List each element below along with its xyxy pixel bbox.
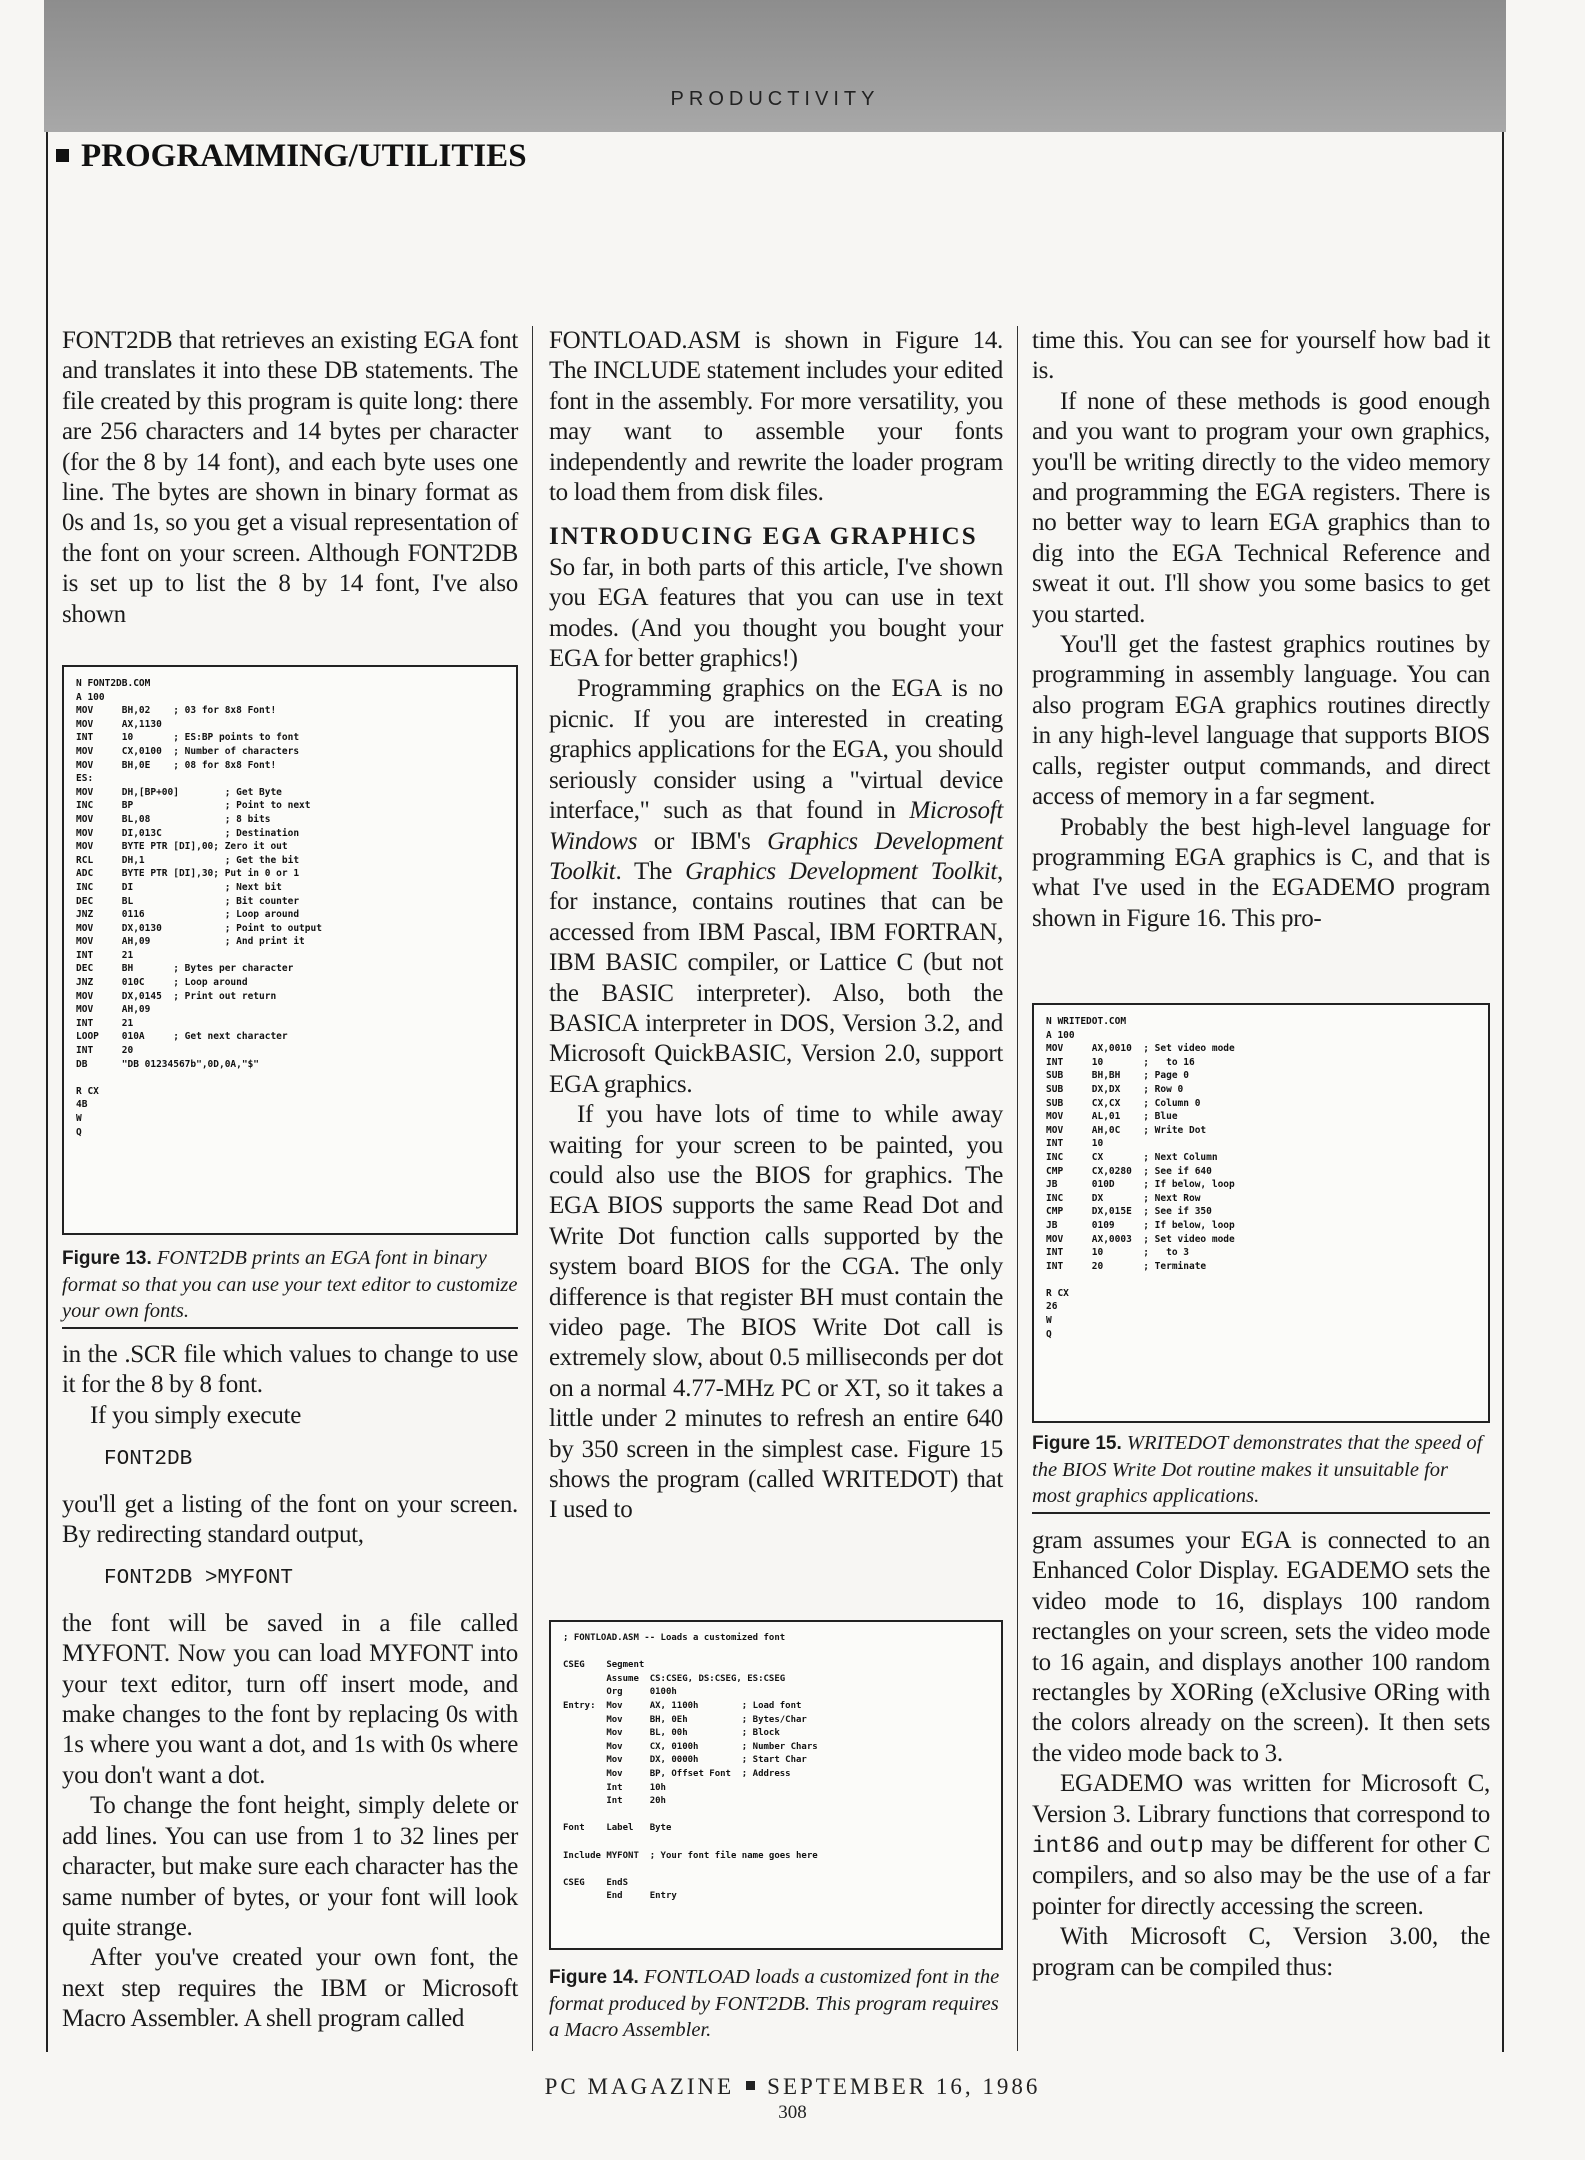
- paragraph: you'll get a listing of the font on your screen. By redirecting standard output,: [62, 1490, 518, 1549]
- column-divider: [532, 326, 533, 2051]
- bullet-icon: [746, 2081, 755, 2090]
- figure-label: Figure 13.: [62, 1248, 152, 1269]
- figure-13-listing: N FONT2DB.COM A 100 MOV BH,02 ; 03 for 8x8 Font! MOV AX,1130 INT 10 ; ES:BP points to font MOV CX,0100 ; Number of characters MOV BH,0E ; 08 for 8x8 Font! ES: MOV DH,[BP+00] ; Get Byte INC BP ; Point to next MOV BL,08 ; 8 bits MOV DI,013C ; Destination MOV BYTE PTR [DI],00; Zero it out RCL DH,1 ; Get the bit ADC BYTE PTR [DI],30; Put in 0 or 1 INC DI ; Next bit DEC BL ; Bit counter JNZ 0116 ; Loop around MOV DX,0130 ; Point to output MOV AH,09 ; And print it INT 21 DEC BH ; Bytes per character JNZ 010C ; Loop around MOV DX,0145 ; Print out return MOV AH,09 INT 21 LOOP 010A ; Get next character INT 20 DB "DB 01234567b",0D,0A,"$" R CX 4B W Q: [62, 665, 518, 1235]
- inline-code: int86: [1032, 1833, 1100, 1860]
- paragraph: time this. You can see for yourself how bad it is.: [1032, 327, 1490, 385]
- page-number: 308: [778, 2102, 807, 2123]
- column-b: [549, 326, 1003, 1526]
- paragraph: After you've created your own font, the next step requires the IBM or Microsoft Macro Assembler. A shell program called: [62, 1944, 518, 2033]
- figure-label: Figure 14.: [549, 1967, 639, 1988]
- text-run: , for instance, contains routines that can be accessed from IBM Pascal, IBM FORTRAN, IBM BASIC compiler, or Lattice C (but not the BASIC interpreter). Also, both the BASICA interpreter in DOS, Version 3.2, and Microsoft QuickBASIC, Version 2.0, support EGA graphics.: [549, 857, 1003, 1098]
- column-c: [1032, 326, 1490, 934]
- inline-code: outp: [1149, 1833, 1204, 1860]
- text-run: Programming graphics on the EGA is no picnic. If you are interested in creating graphics applications for the EGA, you should seriously consider using a "virtual device interface," such as that found in: [549, 675, 1003, 825]
- figure-label: Figure 15.: [1032, 1433, 1122, 1454]
- column-c-continued: [1032, 1526, 1490, 1983]
- figure-13-caption: [62, 1245, 518, 1324]
- page-frame-left: [46, 132, 48, 2052]
- caption-text: FONT2DB prints an EGA font in binary format so that you can use your text editor to customize your own fonts.: [62, 1247, 518, 1322]
- running-header: PRODUCTIVITY: [670, 88, 880, 110]
- paragraph: the font will be saved in a file called MYFONT. Now you can load MYFONT into your text editor, turn off insert mode, and make changes to the font by replacing 0s with 1s where you want a dot, and 1s with 0s where you don't want a dot.: [62, 1609, 518, 1789]
- paragraph: in the .SCR file which values to change to use it for the 8 by 8 font.: [62, 1341, 518, 1399]
- bullet-icon: [56, 149, 69, 162]
- figure-14-listing: ; FONTLOAD.ASM -- Loads a customized font CSEG Segment Assume CS:CSEG, DS:CSEG, ES:CSEG Org 0100h Entry: Mov AX, 1100h ; Load font Mov BH, 0Eh ; Bytes/Char Mov BL, 00h ; Block Mov CX, 0100h ; Number Chars Mov DX, 0000h ; Start Char Mov BP, Offset Font ; Address Int 10h Int 20h Font Label Byte Include MYFONT ; Your font file name goes here CSEG EndS End Entry: [549, 1620, 1003, 1950]
- subheading: INTRODUCING EGA GRAPHICS: [549, 523, 978, 551]
- paragraph: FONTLOAD.ASM is shown in Figure 14. The INCLUDE statement includes your edited font in the assembly. For more versatility, you may want to assemble your fonts independently and rewrite the loader program to load them from disk files.: [549, 327, 1003, 507]
- caption-text: WRITEDOT demonstrates that the speed of the BIOS Write Dot routine makes it unsuitable for most graphics applications.: [1032, 1432, 1483, 1507]
- column-divider: [1017, 326, 1018, 2051]
- text-run: and: [1099, 1831, 1150, 1859]
- column-a: [62, 326, 518, 630]
- text-run: . The: [615, 857, 686, 885]
- code-line: FONT2DB: [104, 1448, 193, 1472]
- paragraph: With Microsoft C, Version 3.00, the program can be compiled thus:: [1032, 1923, 1490, 1981]
- header-bar: [44, 0, 1506, 132]
- paragraph: If none of these methods is good enough and you want to program your own graphics, you'll be writing directly to the video memory and programming the EGA registers. There is no better way to learn EGA graphics than to dig into the EGA Technical Reference and sweat it out. I'll show you some basics to get you started.: [1032, 387, 1490, 628]
- paragraph: [549, 674, 1003, 1100]
- text-italic: Graphics Development Toolkit: [685, 857, 998, 885]
- text-italic: Graphics Development Toolkit: [549, 827, 1003, 885]
- section-title: [56, 138, 527, 175]
- issue-date: SEPTEMBER 16, 1986: [767, 2074, 1041, 2099]
- text-run: or IBM's: [637, 827, 768, 855]
- caption-text: FONTLOAD loads a customized font in the format produced by FONT2DB. This program requires a Macro Assembler.: [549, 1966, 1000, 2041]
- paragraph: You'll get the fastest graphics routines by programming in assembly language. You can also program EGA graphics routines directly in any high-level language that supports BIOS calls, register output commands, and direct access of memory in a far segment.: [1032, 631, 1490, 811]
- text-run: may be different for other C compilers, and so also may be the use of a far pointer for directly accessing the screen.: [1032, 1831, 1490, 1920]
- page-frame-right: [1502, 132, 1504, 2052]
- column-a-continued: [62, 1340, 518, 2035]
- figure-14-caption: [549, 1964, 1003, 2043]
- paragraph: [1032, 1769, 1490, 1922]
- text-italic: Microsoft Windows: [549, 797, 1003, 855]
- text-run: EGADEMO was written for Microsoft C, Version 3. Library functions that correspond to: [1032, 1770, 1490, 1828]
- paragraph: So far, in both parts of this article, I've shown you EGA features that you can use in text modes. (And you thought you bought your EGA for better graphics!): [549, 553, 1003, 673]
- caption-rule: [1032, 1512, 1490, 1514]
- paragraph: If you simply execute: [90, 1401, 301, 1429]
- figure-15-listing: N WRITEDOT.COM A 100 MOV AX,0010 ; Set video mode INT 10 ; to 16 SUB BH,BH ; Page 0 SUB DX,DX ; Row 0 SUB CX,CX ; Column 0 MOV AL,01 ; Blue MOV AH,0C ; Write Dot INT 10 INC CX ; Next Column CMP CX,0280 ; See if 640 JB 010D ; If below, loop INC DX ; Next Row CMP DX,015E ; See if 350 JB 0109 ; If below, loop MOV AX,0003 ; Set video mode INT 10 ; to 3 INT 20 ; Terminate R CX 26 W Q: [1032, 1003, 1490, 1423]
- paragraph: FONT2DB that retrieves an existing EGA font and translates it into these DB statements. The file created by this program is quite long: there are 256 characters and 14 bytes per character (for the 8 by 14 font), and each byte uses one line. The bytes are shown in binary format as 0s and 1s, so you get a visual representation of the font on your screen. Although FONT2DB is set up to list the 8 by 14 font, I've also shown: [62, 327, 518, 628]
- paragraph: If you have lots of time to while away waiting for your screen to be painted, you could also use the BIOS for graphics. The EGA BIOS supports the same Read Dot and Write Dot function calls supported by the system board BIOS for the CGA. The only difference is that register BH must contain the video page. The BIOS Write Dot call is extremely slow, about 0.5 milliseconds per dot on a normal 4.77-MHz PC or XT, so it takes a little under 2 minutes to refresh an entire 640 by 350 screen in the simplest case. Figure 15 shows the program (called WRITEDOT) that I used to: [549, 1101, 1003, 1524]
- paragraph: gram assumes your EGA is connected to an Enhanced Color Display. EGADEMO sets the video mode to 16, displays 100 random rectangles on your screen, sets the video mode to 16 again, and displays another 100 random rectangles by XORing (eXclusive ORing with the colors already on the screen). It then sets the video mode back to 3.: [1032, 1527, 1490, 1767]
- paragraph: Probably the best high-level language for programming EGA graphics is C, and that is what I've used in the EGADEMO program shown in Figure 16. This pro-: [1032, 813, 1490, 932]
- paragraph: To change the font height, simply delete or add lines. You can use from 1 to 32 lines per character, but make sure each character has the same number of bytes, or your font will look quite strange.: [62, 1792, 518, 1941]
- caption-rule: [62, 1327, 518, 1329]
- magazine-name: PC MAGAZINE: [544, 2074, 735, 2099]
- figure-15-caption: [1032, 1430, 1490, 1509]
- code-line: FONT2DB >MYFONT: [104, 1567, 294, 1591]
- section-title-text: PROGRAMMING/UTILITIES: [81, 138, 527, 174]
- footer: [0, 2074, 1585, 2100]
